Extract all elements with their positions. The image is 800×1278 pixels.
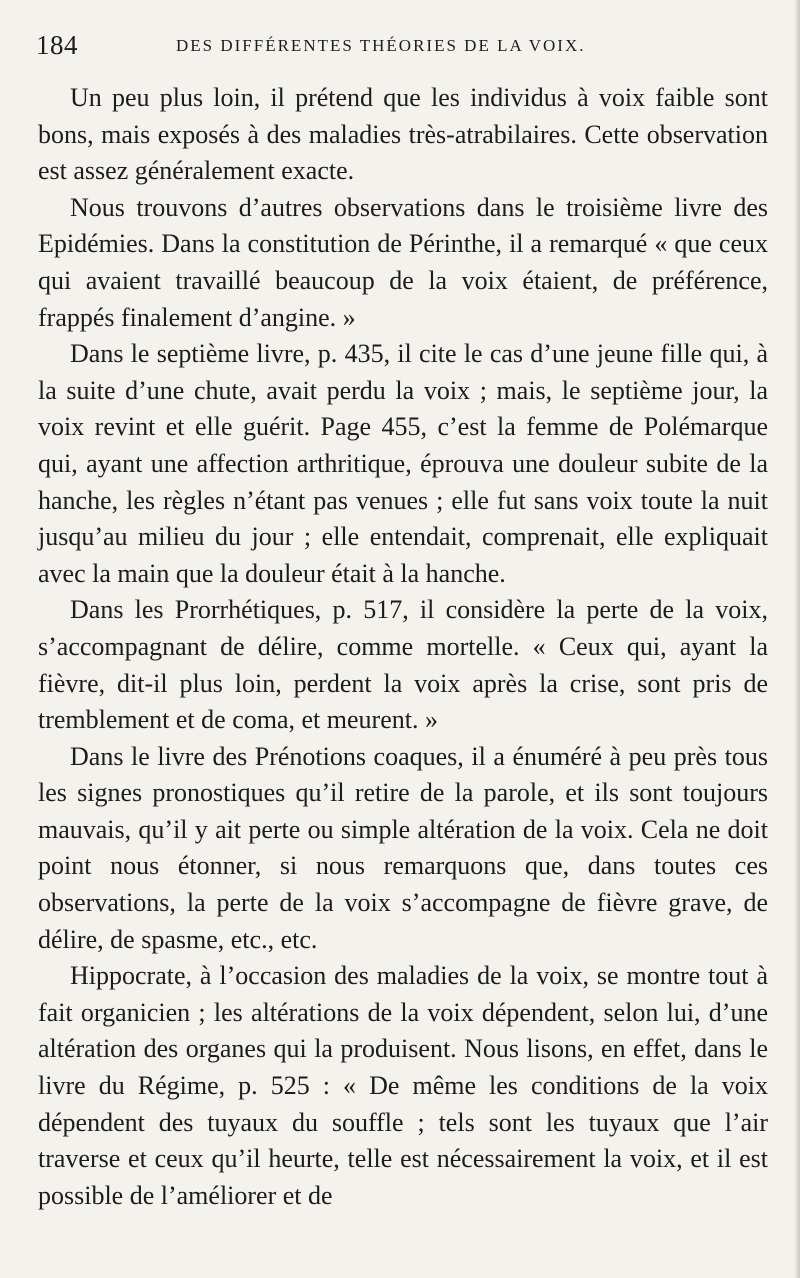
paragraph-6: Hippocrate, à l’occasion des maladies de la voix, se montre tout à fait organicien ; les altérations de la voix dépendent, selon lui, d’une altération des organes qui la produisent. Nous lisons, en effet, dans le livre du Régime, p. 525 : « De même les conditions de la voix dépendent des tuyaux du souffle ; tels sont les tuyaux que l’air traverse et ceux qu’il heurte, telle est nécessairement la voix, et il est possible de l’améliorer et de [38, 961, 768, 1210]
paragraph-1: Un peu plus loin, il prétend que les individus à voix faible sont bons, mais exposés à des maladies très-atrabilaires. Cette observation est assez généralement exacte. [38, 83, 768, 186]
paragraph-5: Dans le livre des Prénotions coaques, il a énuméré à peu près tous les signes pronostiques qu’il retire de la parole, et ils sont toujours mauvais, qu’il y ait perte ou simple altération de la voix. Cela ne doit point nous étonner, si nous remarquons que, dans toutes ces observations, la perte de la voix s’accompagne de fièvre grave, de délire, de spasme, etc., etc. [38, 741, 768, 954]
page-edge-shadow [794, 0, 800, 1278]
paragraph-2: Nous trouvons d’autres observations dans le troisième livre des Epidémies. Dans la constitution de Périnthe, il a remarqué « que ceux qui avaient travaillé beaucoup de la voix étaient, de préférence, frappés finalement d’angine. » [38, 192, 768, 332]
running-head: DES DIFFÉRENTES THÉORIES DE LA VOIX. [176, 36, 586, 55]
page-header [36, 30, 770, 64]
paragraph-3: Dans le septième livre, p. 435, il cite le cas d’une jeune fille qui, à la suite d’une chute, avait perdu la voix ; mais, le septième jour, la voix revint et elle guérit. Page 455, c’est la femme de Polémarque qui, ayant une affection arthritique, éprouva une douleur subite de la hanche, les règles n’étant pas venues ; elle fut sans voix toute la nuit jusqu’au milieu du jour ; elle entendait, comprenait, elle expliquait avec la main que la douleur était à la hanche. [38, 339, 768, 588]
body-text [38, 80, 768, 1214]
page-number: 184 [36, 30, 78, 60]
paragraph-4: Dans les Prorrhétiques, p. 517, il considère la perte de la voix, s’accompagnant de délire, comme mortelle. « Ceux qui, ayant la fièvre, dit-il plus loin, perdent la voix après la crise, sont pris de tremblement et de coma, et meurent. » [38, 595, 768, 735]
